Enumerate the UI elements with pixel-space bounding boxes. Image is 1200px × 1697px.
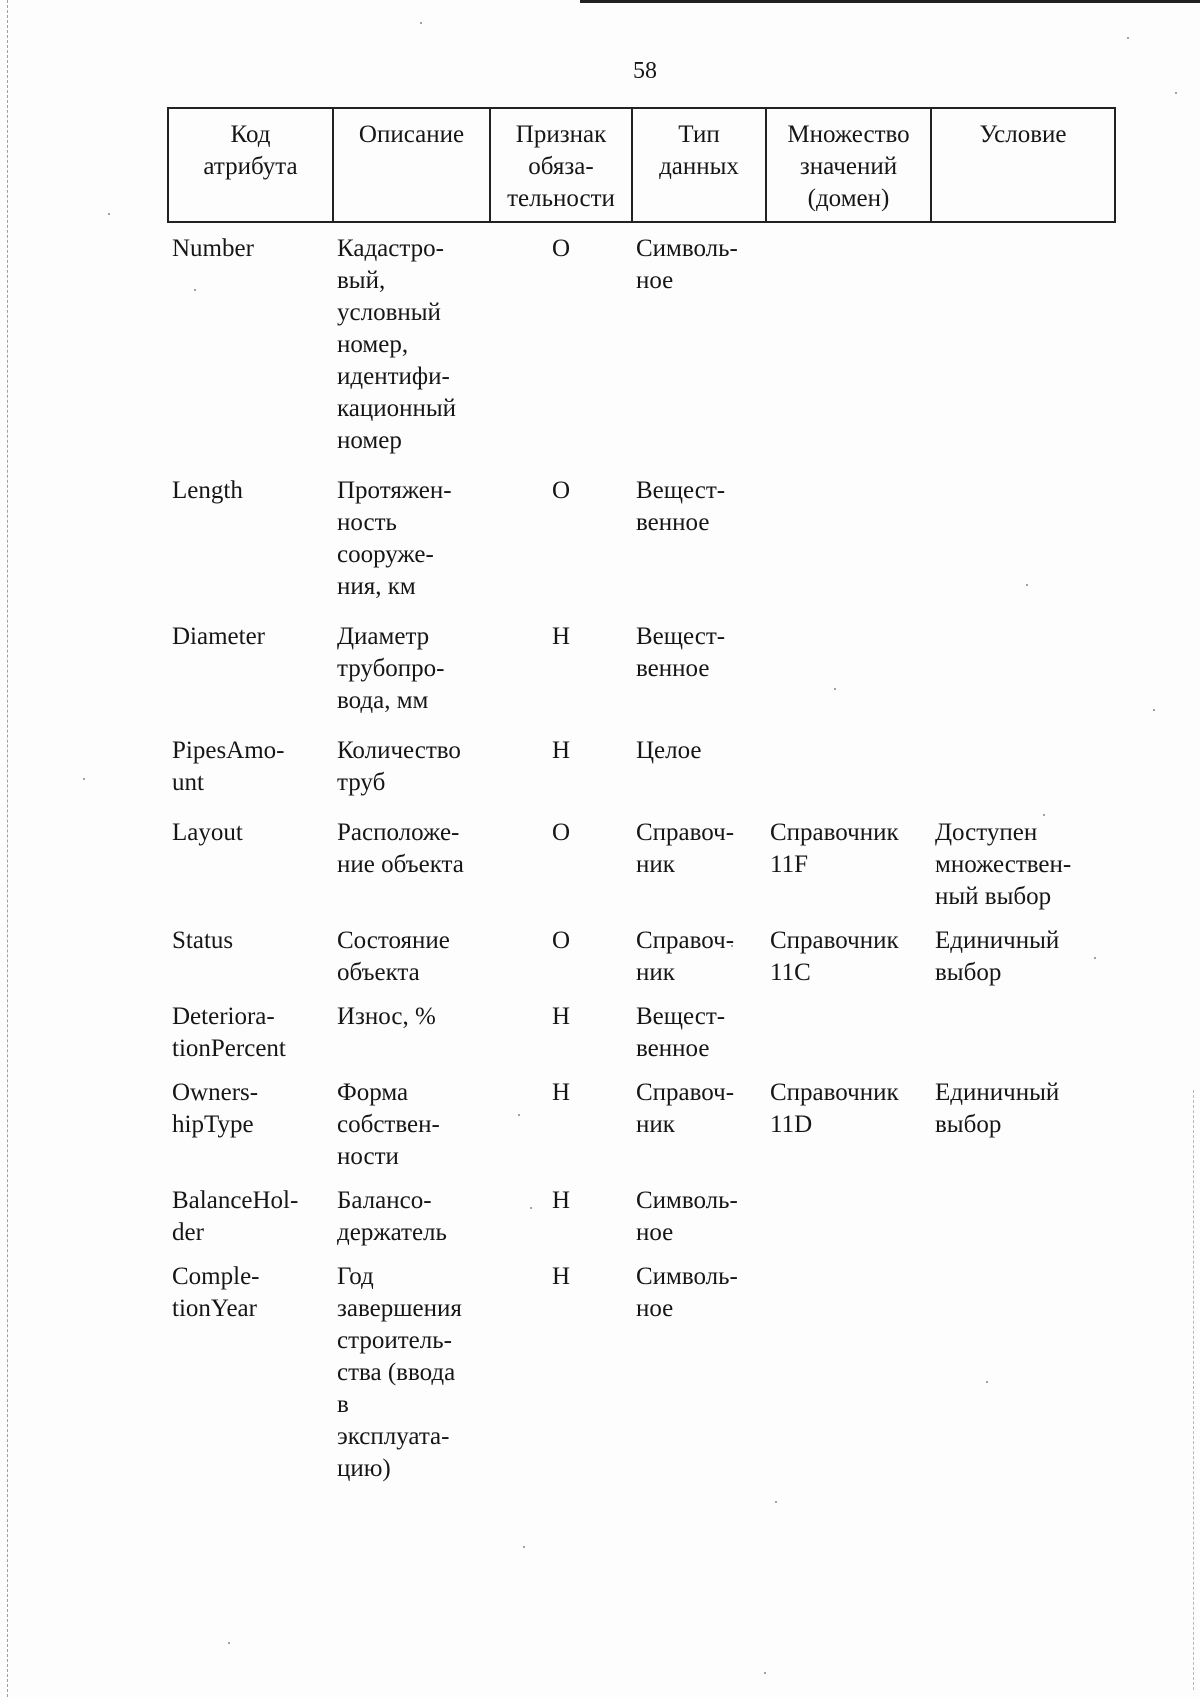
condition-cell (931, 1185, 1115, 1261)
condition-cell (931, 222, 1115, 475)
mandatory-flag-cell: О (551, 819, 571, 846)
condition-cell: Доступен множествен- ный выбор (935, 819, 1072, 910)
description-cell: Протяжен- ность сооруже- ния, км (337, 477, 452, 600)
attribute-code-cell: PipesAmo- unt (172, 737, 285, 796)
header-attribute-code: Код атрибута (168, 108, 333, 222)
header-mandatory-flag: Признак обяза- тельности (490, 108, 632, 222)
condition-cell: Единичный выбор (935, 927, 1060, 986)
description-cell: Износ, % (337, 1003, 436, 1030)
attribute-code-cell: Number (172, 235, 254, 262)
value-domain-cell (766, 475, 931, 621)
table-row (168, 1001, 1115, 1077)
table-row (168, 222, 1115, 475)
table-row (168, 735, 1115, 817)
table-row (168, 817, 1115, 925)
table-row (168, 621, 1115, 735)
data-type-cell: Справоч- ник (636, 1079, 735, 1138)
data-type-cell: Символь- ное (636, 1187, 738, 1246)
scan-speck (1153, 709, 1155, 711)
value-domain-cell (766, 1185, 931, 1261)
mandatory-flag-cell: Н (551, 623, 571, 650)
description-cell: Количество труб (337, 737, 461, 796)
attribute-code-cell: BalanceHol- der (172, 1187, 299, 1246)
value-domain-cell: Справочник 11F (770, 819, 899, 878)
condition-cell (931, 621, 1115, 735)
attribute-code-cell: Owners- hipType (172, 1079, 259, 1138)
value-domain-cell (766, 1261, 931, 1485)
data-type-cell: Целое (636, 737, 702, 764)
description-cell: Расположе- ние объекта (337, 819, 464, 878)
description-cell: Год завершения строитель- ства (ввода в эксплуата- цию) (337, 1263, 462, 1482)
data-type-cell: Справоч- ник (636, 927, 735, 986)
attribute-code-cell: Deteriora- tionPercent (172, 1003, 286, 1062)
table-row (168, 475, 1115, 621)
value-domain-cell: Справочник 11С (770, 927, 899, 986)
scan-speck (420, 22, 422, 24)
data-type-cell: Символь- ное (636, 1263, 738, 1322)
scan-top-border-line (580, 0, 1200, 3)
condition-cell (931, 1001, 1115, 1077)
condition-cell (931, 475, 1115, 621)
table-body (168, 222, 1115, 1485)
attribute-code-cell: Length (172, 477, 243, 504)
header-condition: Условие (931, 108, 1115, 222)
scan-speck (228, 1642, 230, 1644)
description-cell: Кадастро- вый, условный номер, идентифи- кационный номер (337, 235, 457, 454)
data-type-cell: Вещест- венное (636, 477, 726, 536)
value-domain-cell (766, 222, 931, 475)
description-cell: Состояние объекта (337, 927, 450, 986)
data-type-cell: Вещест- венное (636, 623, 726, 682)
data-type-cell: Справоч- ник (636, 819, 735, 878)
mandatory-flag-cell: Н (551, 737, 571, 764)
attribute-code-cell: Layout (172, 819, 243, 846)
scan-speck (1127, 37, 1129, 39)
description-cell: Диаметр трубопро- вода, мм (337, 623, 445, 714)
scan-speck (764, 1672, 766, 1674)
attribute-table (167, 107, 1116, 1485)
scan-speck (523, 1546, 525, 1548)
scan-speck (83, 778, 85, 780)
data-type-cell: Символь- ное (636, 235, 738, 294)
page-number: 58 (633, 58, 657, 84)
condition-cell: Единичный выбор (935, 1079, 1060, 1138)
description-cell: Балансо- держатель (337, 1187, 447, 1246)
attribute-code-cell: Status (172, 927, 234, 954)
attribute-code-cell: Comple- tionYear (172, 1263, 260, 1322)
value-domain-cell (766, 621, 931, 735)
mandatory-flag-cell: О (551, 477, 571, 504)
condition-cell (931, 735, 1115, 817)
description-cell: Форма собствен- ности (337, 1079, 440, 1170)
table-row (168, 925, 1115, 1001)
value-domain-cell: Справочник 11D (770, 1079, 899, 1138)
mandatory-flag-cell: О (551, 927, 571, 954)
header-value-domain: Множество значений (домен) (766, 108, 931, 222)
scan-speck (108, 213, 110, 215)
value-domain-cell (766, 735, 931, 817)
table-row (168, 1185, 1115, 1261)
header-data-type: Тип данных (632, 108, 766, 222)
mandatory-flag-cell: Н (551, 1263, 571, 1290)
mandatory-flag-cell: Н (551, 1079, 571, 1106)
mandatory-flag-cell: Н (551, 1187, 571, 1214)
mandatory-flag-cell: О (551, 235, 571, 262)
attribute-code-cell: Diameter (172, 623, 266, 650)
scan-speck (1175, 92, 1177, 94)
scan-left-edge (7, 0, 9, 1697)
table-row (168, 1077, 1115, 1185)
header-description: Описание (333, 108, 490, 222)
value-domain-cell (766, 1001, 931, 1077)
condition-cell (931, 1261, 1115, 1485)
table-row (168, 1261, 1115, 1485)
scan-right-edge (1193, 1090, 1195, 1690)
table-header-row (168, 108, 1115, 222)
scan-speck (775, 1501, 777, 1503)
data-type-cell: Вещест- венное (636, 1003, 726, 1062)
mandatory-flag-cell: Н (551, 1003, 571, 1030)
